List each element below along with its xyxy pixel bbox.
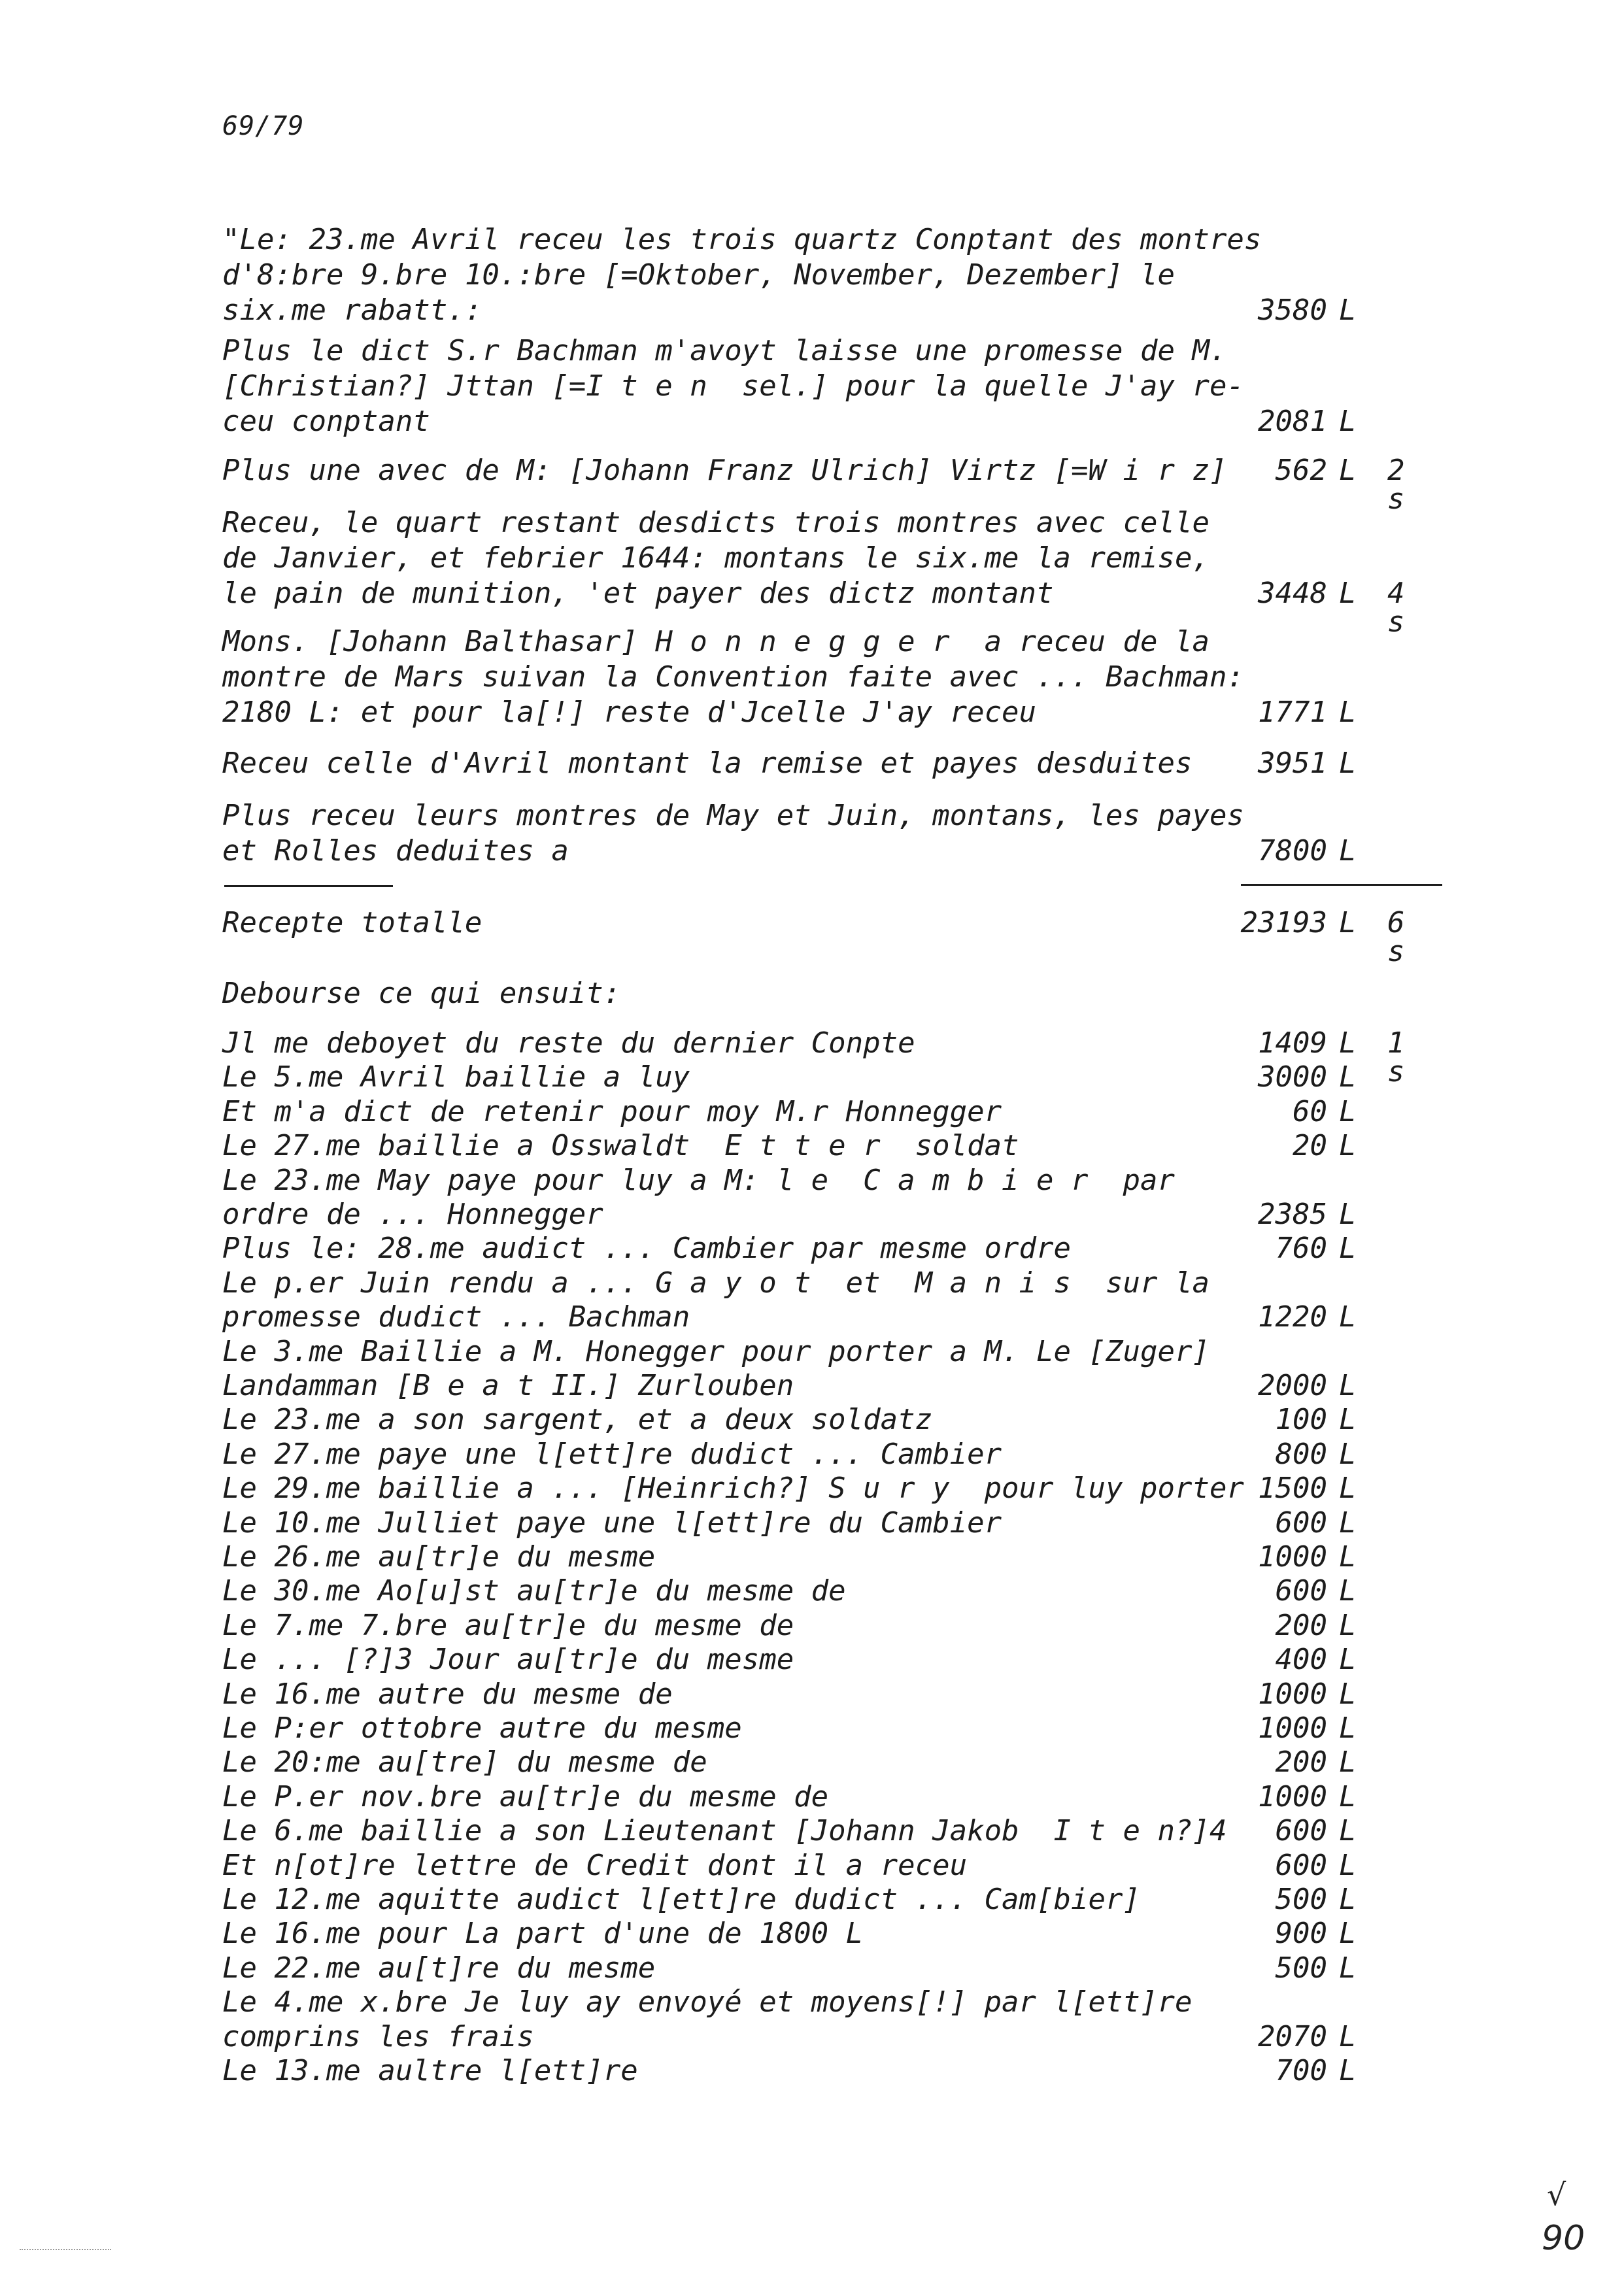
- disbursement-text-line: Et m'a dict de retenir pour moy M.r Honnegger: [222, 1094, 1002, 1128]
- disbursement-amount: 2000: [1258, 1369, 1327, 1402]
- disbursement-text-line: comprins les frais: [222, 2019, 534, 2053]
- disbursement-text-line: Le 3.me Baillie a M. Honegger pour porter a M. Le [Zuger]: [222, 1334, 1210, 1368]
- receipt-amount: 1771: [1258, 696, 1327, 729]
- disbursement-unit: L: [1339, 1883, 1357, 1916]
- disbursement-unit: L: [1339, 1369, 1357, 1402]
- disbursement-unit: L: [1339, 1711, 1357, 1745]
- receipt-text-line: et Rolles deduites a: [222, 834, 569, 868]
- disbursement-text-line: Landamman [B e a t II.] Zurlouben: [222, 1369, 794, 1402]
- disbursement-amount: 1000: [1258, 1711, 1327, 1745]
- disbursement-text-line: Le 30.me Ao[u]st au[tr]e du mesme de: [222, 1574, 846, 1608]
- disbursement-unit: L: [1339, 1951, 1357, 1985]
- receipt-text-line: 2180 L: et pour la[!] reste d'Jcelle J'ay receu: [222, 696, 1037, 729]
- receipt-amount: 7800: [1258, 834, 1327, 868]
- receipt-text-line: Mons. [Johann Balthasar] H o n n e g g e r a receu de la: [222, 625, 1210, 658]
- receipt-text-line: Plus le dict S.r Bachman m'avoyt laisse une promesse de M.: [222, 334, 1227, 367]
- disbursement-unit: L: [1339, 1677, 1357, 1711]
- rule-right: [1241, 884, 1442, 886]
- disbursement-unit: L: [1339, 1403, 1357, 1437]
- receipt-unit: L: [1339, 577, 1357, 610]
- disbursement-amount: 1220: [1258, 1300, 1327, 1334]
- disbursement-amount: 20: [1293, 1129, 1327, 1163]
- disbursement-unit: L: [1339, 1198, 1357, 1231]
- disbursement-unit: L: [1339, 1848, 1357, 1882]
- disbursement-unit: L: [1339, 1026, 1357, 1060]
- receipt-text-line: "Le: 23.me Avril receu les trois quartz Conptant des montres: [222, 223, 1262, 256]
- disbursement-amount: 900: [1275, 1917, 1327, 1951]
- disbursement-amount: 2070: [1258, 2019, 1327, 2053]
- rule-left: [224, 885, 393, 887]
- disbursement-amount: 100: [1275, 1403, 1327, 1437]
- disbursement-unit: L: [1339, 1472, 1357, 1506]
- disbursement-amount: 200: [1275, 1745, 1327, 1779]
- margin-check-mark: √: [1547, 2177, 1566, 2212]
- disbursement-amount: 2385: [1258, 1198, 1327, 1231]
- disbursement-heading: Debourse ce qui ensuit:: [222, 977, 621, 1010]
- disbursement-shillings: 1 s: [1387, 1026, 1405, 1088]
- disbursement-amount: 1500: [1258, 1472, 1327, 1506]
- disbursement-amount: 3000: [1258, 1060, 1327, 1094]
- disbursement-text-line: Le 22.me au[t]re du mesme: [222, 1951, 656, 1985]
- disbursement-amount: 500: [1275, 1951, 1327, 1985]
- disbursement-text-line: Le 26.me au[tr]e du mesme: [222, 1540, 656, 1574]
- disbursement-unit: L: [1339, 1814, 1357, 1848]
- receipt-text-line: d'8:bre 9.bre 10.:bre [=Oktober, November, Dezember] le: [222, 258, 1175, 292]
- disbursement-amount: 1409: [1258, 1026, 1327, 1060]
- disbursement-text-line: Le 23.me May paye pour luy a M: l e C a m b i e r par: [222, 1163, 1175, 1197]
- disbursement-unit: L: [1339, 1643, 1357, 1677]
- disbursement-text-line: Le 29.me baillie a ... [Heinrich?] S u r y pour luy porter: [222, 1472, 1244, 1506]
- disbursement-text-line: promesse dudict ... Bachman: [222, 1300, 690, 1334]
- disbursement-text-line: Le ... [?]3 Jour au[tr]e du mesme: [222, 1643, 794, 1677]
- receipt-text-line: montre de Mars suivan la Convention faite avec ... Bachman:: [222, 660, 1244, 694]
- disbursement-text-line: Le 27.me baillie a Osswaldt E t t e r soldat: [222, 1129, 1019, 1163]
- receipt-text-line: Receu celle d'Avril montant la remise et payes desduites: [222, 747, 1193, 780]
- receipt-unit: L: [1339, 294, 1357, 327]
- disbursement-amount: 600: [1275, 1574, 1327, 1608]
- disbursement-amount: 600: [1275, 1814, 1327, 1848]
- disbursement-unit: L: [1339, 1779, 1357, 1813]
- disbursement-unit: L: [1339, 1506, 1357, 1540]
- disbursement-unit: L: [1339, 1608, 1357, 1642]
- page-number: 69/79: [222, 111, 305, 141]
- receipt-shillings: 4 s: [1387, 577, 1405, 639]
- receipt-unit: L: [1339, 834, 1357, 868]
- disbursement-unit: L: [1339, 1574, 1357, 1608]
- receipt-unit: L: [1339, 696, 1357, 729]
- receipt-text-line: [Christian?] Jttan [=I t e n sel.] pour la quelle J'ay re-: [222, 369, 1244, 403]
- disbursement-amount: 1000: [1258, 1540, 1327, 1574]
- disbursement-text-line: Le 7.me 7.bre au[tr]e du mesme de: [222, 1608, 794, 1642]
- total-amount: 23193: [1240, 906, 1327, 939]
- receipt-text-line: de Janvier, et febrier 1644: montans le six.me la remise,: [222, 541, 1210, 575]
- disbursement-amount: 700: [1275, 2054, 1327, 2087]
- disbursement-text-line: Le 6.me baillie a son Lieutenant [Johann Jakob I t e n?]4: [222, 1814, 1227, 1848]
- disbursement-amount: 800: [1275, 1437, 1327, 1471]
- receipt-amount: 3448: [1258, 577, 1327, 610]
- disbursement-text-line: Le p.er Juin rendu a ... G a y o t et M a n i s sur la: [222, 1266, 1210, 1300]
- disbursement-amount: 1000: [1258, 1677, 1327, 1711]
- disbursement-text-line: ordre de ... Honnegger: [222, 1198, 603, 1231]
- receipt-unit: L: [1339, 747, 1357, 780]
- receipt-text-line: Receu, le quart restant desdicts trois montres avec celle: [222, 506, 1210, 539]
- disbursement-unit: L: [1339, 1540, 1357, 1574]
- disbursement-text-line: Le P.er nov.bre au[tr]e du mesme de: [222, 1779, 829, 1813]
- scan-specks: [20, 2249, 111, 2251]
- disbursement-amount: 760: [1275, 1232, 1327, 1266]
- disbursement-text-line: Plus le: 28.me audict ... Cambier par mesme ordre: [222, 1232, 1072, 1266]
- receipt-amount: 562: [1275, 454, 1327, 487]
- disbursement-unit: L: [1339, 1232, 1357, 1266]
- total-unit: L: [1339, 906, 1357, 939]
- receipt-unit: L: [1339, 405, 1357, 438]
- receipt-text-line: ceu conptant: [222, 405, 430, 438]
- receipt-text-line: Plus une avec de M: [Johann Franz Ulrich] Virtz [=W i r z]: [222, 454, 1227, 487]
- disbursement-text-line: Le 4.me x.bre Je luy ay envoyé et moyens[!] par l[ett]re: [222, 1985, 1193, 2019]
- receipt-amount: 2081: [1258, 405, 1327, 438]
- disbursement-text-line: Le P:er ottobre autre du mesme: [222, 1711, 742, 1745]
- disbursement-text-line: Le 10.me Julliet paye une l[ett]re du Cambier: [222, 1506, 1002, 1540]
- disbursement-text-line: Le 16.me pour La part d'une de 1800 L: [222, 1917, 864, 1951]
- disbursement-text-line: Et n[ot]re lettre de Credit dont il a receu: [222, 1848, 968, 1882]
- disbursement-unit: L: [1339, 1094, 1357, 1128]
- disbursement-unit: L: [1339, 1437, 1357, 1471]
- disbursement-text-line: Jl me deboyet du reste du dernier Conpte: [222, 1026, 915, 1060]
- disbursement-unit: L: [1339, 1917, 1357, 1951]
- disbursement-unit: L: [1339, 2019, 1357, 2053]
- disbursement-unit: L: [1339, 1129, 1357, 1163]
- receipt-amount: 3580: [1258, 294, 1327, 327]
- disbursement-text-line: Le 16.me autre du mesme de: [222, 1677, 673, 1711]
- disbursement-text-line: Le 27.me paye une l[ett]re dudict ... Cambier: [222, 1437, 1002, 1471]
- disbursement-amount: 200: [1275, 1608, 1327, 1642]
- disbursement-amount: 400: [1275, 1643, 1327, 1677]
- margin-folio-number: 90: [1542, 2219, 1585, 2258]
- disbursement-amount: 600: [1275, 1506, 1327, 1540]
- disbursement-unit: L: [1339, 1300, 1357, 1334]
- disbursement-unit: L: [1339, 1060, 1357, 1094]
- disbursement-text-line: Le 5.me Avril baillie a luy: [222, 1060, 690, 1094]
- receipt-text-line: six.me rabatt.:: [222, 294, 482, 327]
- disbursement-amount: 600: [1275, 1848, 1327, 1882]
- disbursement-text-line: Le 23.me a son sargent, et a deux soldatz: [222, 1403, 933, 1437]
- disbursement-amount: 1000: [1258, 1779, 1327, 1813]
- receipt-shillings: 2 s: [1387, 454, 1405, 516]
- total-shillings: 6 s: [1387, 906, 1405, 968]
- disbursement-text-line: Le 20:me au[tre] du mesme de: [222, 1745, 707, 1779]
- disbursement-text-line: Le 13.me aultre l[ett]re: [222, 2054, 638, 2087]
- receipt-unit: L: [1339, 454, 1357, 487]
- disbursement-text-line: Le 12.me aquitte audict l[ett]re dudict ... Cam[bier]: [222, 1883, 1140, 1916]
- receipt-amount: 3951: [1258, 747, 1327, 780]
- receipt-text-line: Plus receu leurs montres de May et Juin, montans, les payes: [222, 799, 1244, 832]
- total-label: Recepte totalle: [222, 906, 482, 939]
- disbursement-amount: 60: [1293, 1094, 1327, 1128]
- disbursement-unit: L: [1339, 1745, 1357, 1779]
- disbursement-unit: L: [1339, 2054, 1357, 2087]
- disbursement-amount: 500: [1275, 1883, 1327, 1916]
- receipt-text-line: le pain de munition, 'et payer des dictz montant: [222, 577, 1054, 610]
